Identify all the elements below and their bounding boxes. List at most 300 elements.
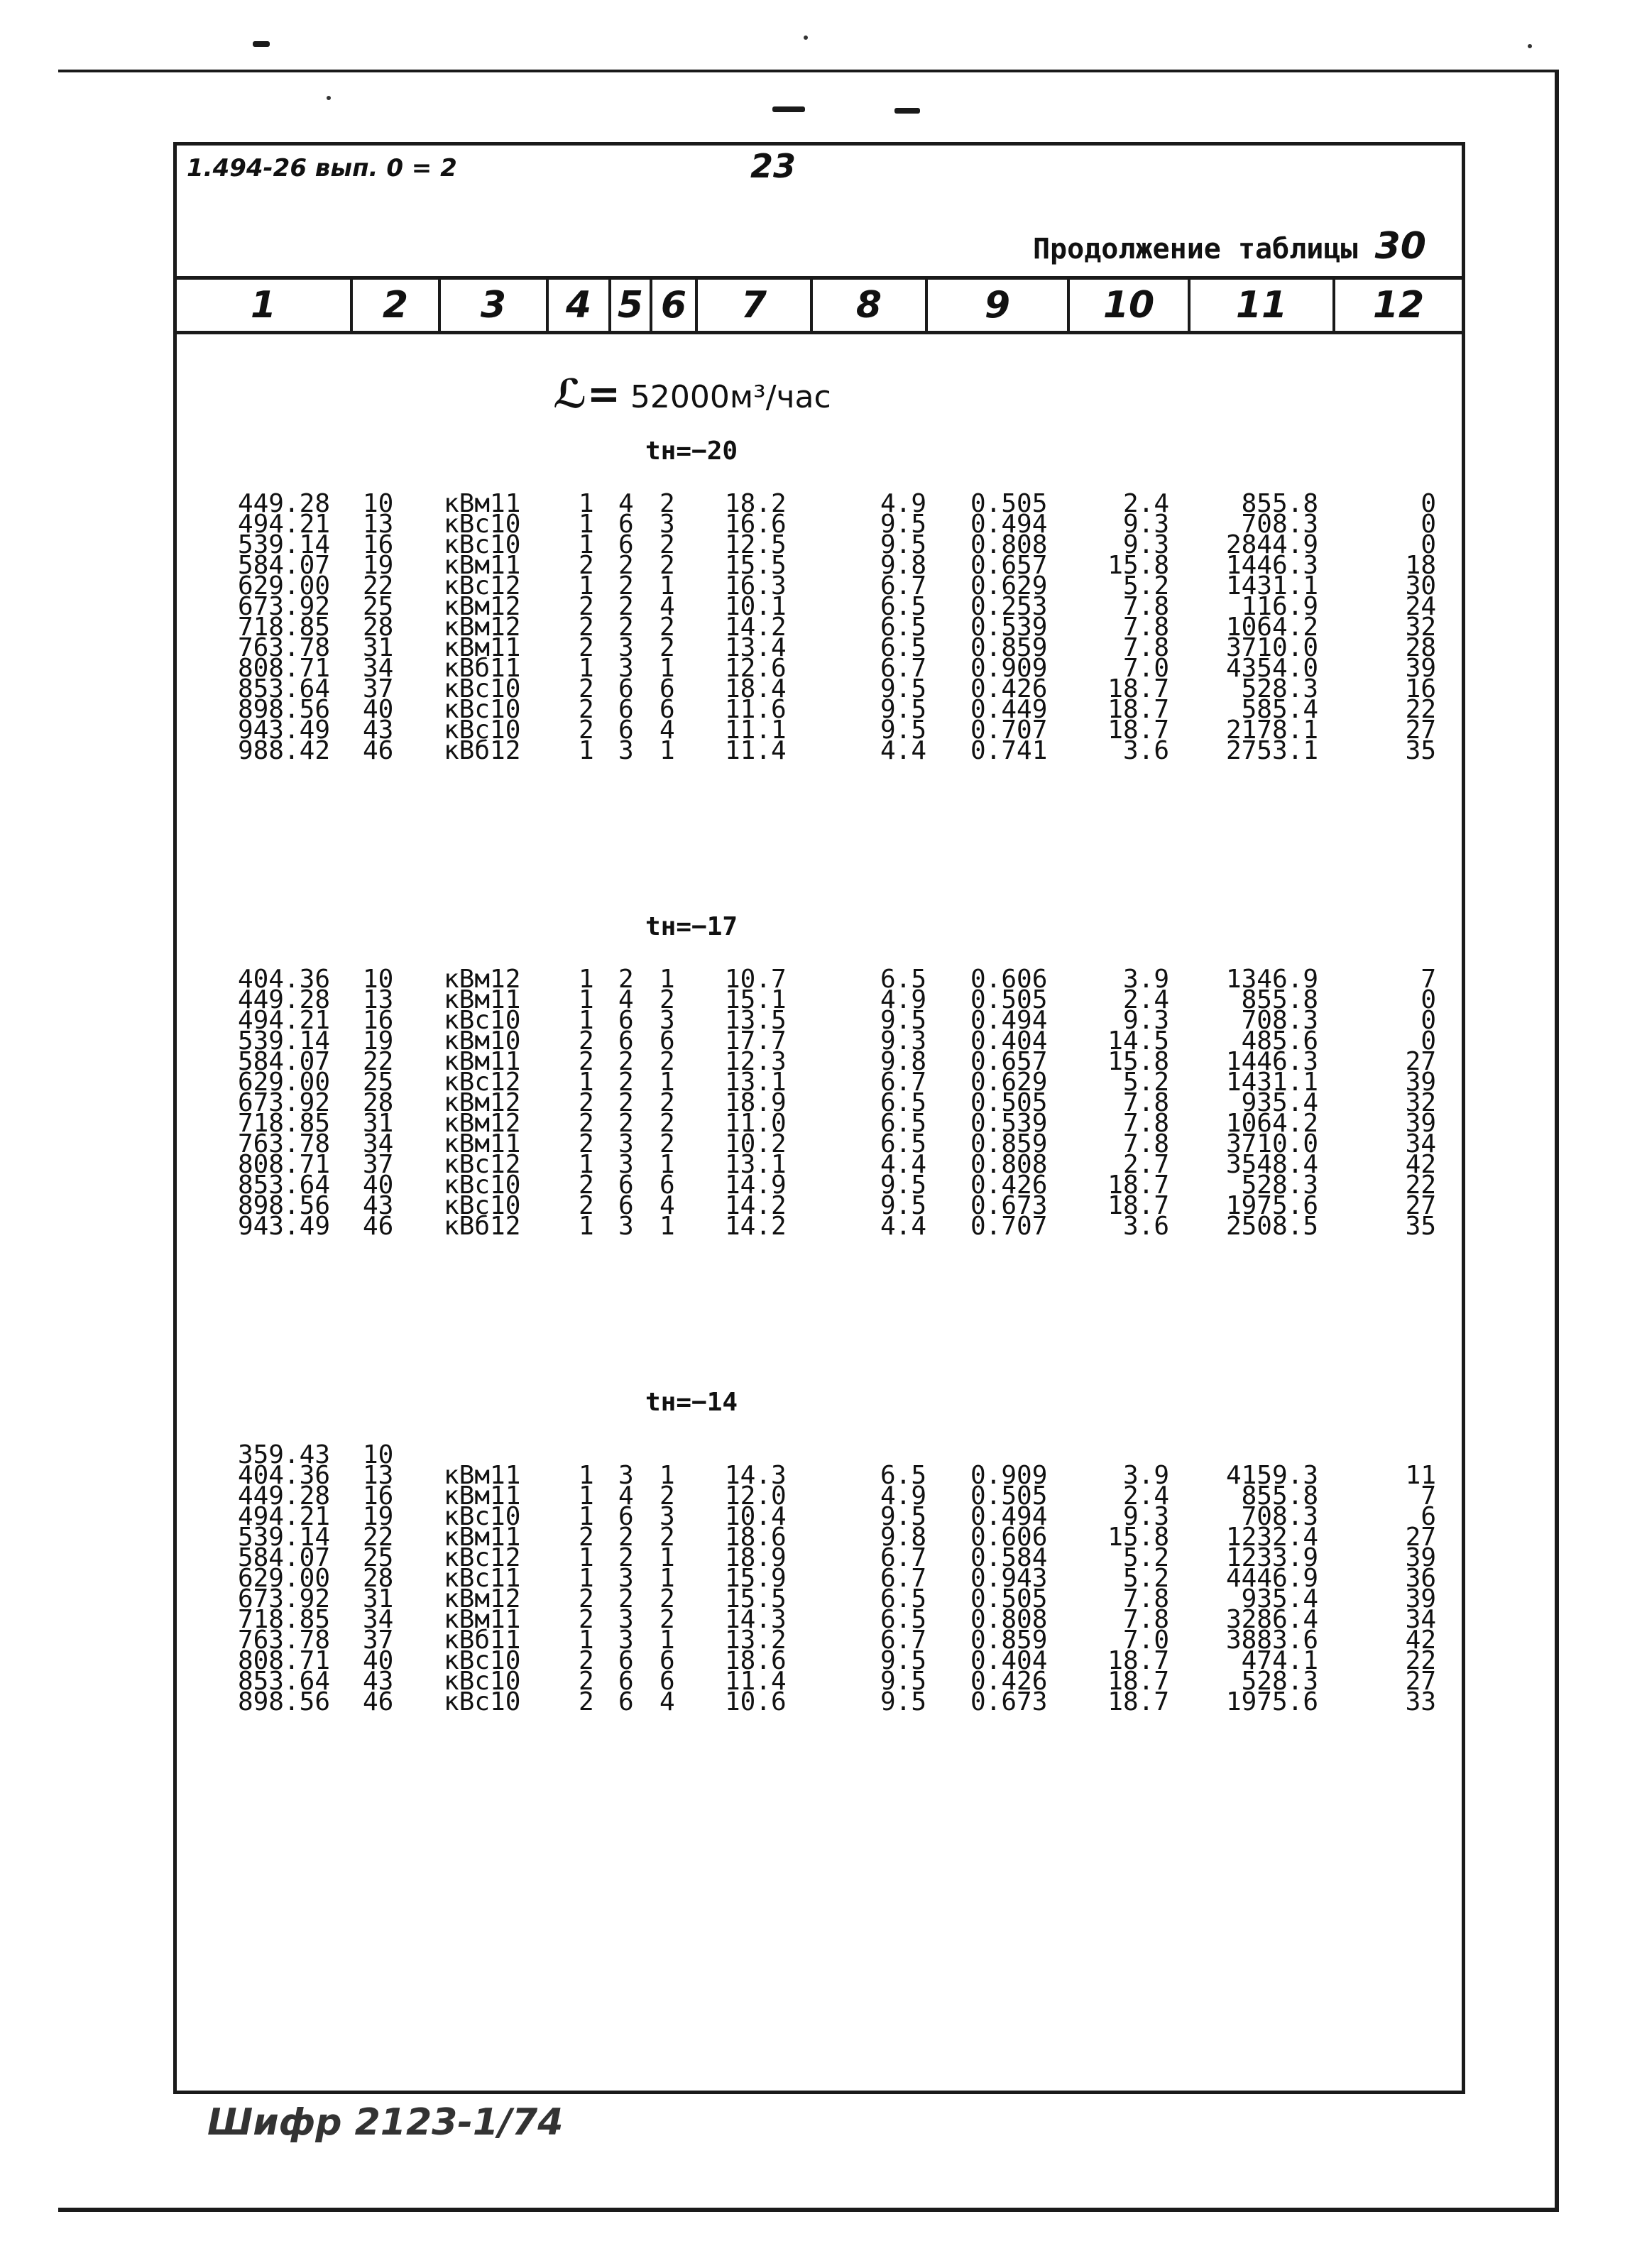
- table-cell: 6: [618, 1667, 634, 1696]
- table-cell: 15.5: [725, 1584, 787, 1614]
- table-cell: 2: [579, 1171, 594, 1200]
- table-cell: 3: [659, 1006, 675, 1035]
- table-cell: 1: [579, 1564, 594, 1593]
- table-cell: 7.8: [1122, 1109, 1169, 1138]
- table-cell: 34: [1405, 1605, 1436, 1634]
- table-cell: 6: [618, 695, 634, 724]
- table-cell: 0.494: [970, 1502, 1048, 1531]
- table-cell: 6: [659, 1171, 675, 1200]
- flow-rate-title: [553, 371, 831, 417]
- table-cell: 0.505: [970, 489, 1048, 518]
- table-cell: 11.1: [725, 716, 787, 745]
- table-cell: 39: [1405, 654, 1436, 683]
- table-cell: 4446.9: [1225, 1564, 1318, 1593]
- table-cell: 718.85: [237, 613, 330, 642]
- table-cell: 629.00: [237, 1068, 330, 1097]
- table-cell: 0.606: [970, 965, 1048, 994]
- table-cell: 2: [618, 1543, 634, 1572]
- table-cell: 6: [618, 674, 634, 703]
- table-cell: 6.7: [880, 1564, 926, 1593]
- table-cell: 1975.6: [1225, 1191, 1318, 1220]
- table-cell: 18.7: [1107, 1667, 1169, 1696]
- table-cell: 18.2: [725, 489, 787, 518]
- table-cell: 2: [659, 1481, 675, 1511]
- table-cell: кВс10: [444, 716, 521, 745]
- table-cell: 4: [618, 1481, 634, 1511]
- table-cell: 27: [1405, 1191, 1436, 1220]
- table-cell: 673.92: [237, 592, 330, 621]
- table-cell: 6: [659, 1026, 675, 1056]
- table-cell: кВм11: [444, 489, 521, 518]
- column-header: 2: [353, 280, 441, 331]
- table-cell: кВм11: [444, 1461, 521, 1490]
- table-cell: 6: [618, 510, 634, 539]
- table-cell: 2: [579, 1109, 594, 1138]
- scan-speck: [804, 35, 808, 40]
- table-cell: 14.2: [725, 1212, 787, 1241]
- table-cell: 11.4: [725, 1667, 787, 1696]
- table-cell: 629.00: [237, 1564, 330, 1593]
- table-cell: 12.0: [725, 1481, 787, 1511]
- table-cell: кВс10: [444, 1646, 521, 1675]
- table-cell: кВм12: [444, 1088, 521, 1117]
- table-cell: 935.4: [1241, 1088, 1318, 1117]
- table-cell: 6.5: [880, 1605, 926, 1634]
- table-cell: 13: [363, 510, 394, 539]
- table-cell: 22: [1405, 1171, 1436, 1200]
- table-cell: кВб11: [444, 1626, 521, 1655]
- table-cell: 5.2: [1122, 1543, 1169, 1572]
- table-cell: 1: [579, 510, 594, 539]
- table-cell: кВм12: [444, 613, 521, 642]
- table-cell: 718.85: [237, 1109, 330, 1138]
- table-cell: 3548.4: [1225, 1150, 1318, 1179]
- table-cell: 0.859: [970, 633, 1048, 662]
- table-cell: 2: [579, 1088, 594, 1117]
- table-cell: 0: [1421, 530, 1436, 559]
- table-cell: 2: [618, 1068, 634, 1097]
- table-cell: 988.42: [237, 736, 330, 765]
- table-cell: 18.9: [725, 1088, 787, 1117]
- table-cell: 2: [659, 1605, 675, 1634]
- table-cell: 7.8: [1122, 613, 1169, 642]
- table-cell: 7.8: [1122, 1088, 1169, 1117]
- table-cell: 33: [1405, 1687, 1436, 1716]
- table-cell: 1: [579, 654, 594, 683]
- table-cell: 9.5: [880, 510, 926, 539]
- table-cell: 0.426: [970, 1171, 1048, 1200]
- table-cell: кВс10: [444, 1191, 521, 1220]
- table-cell: 40: [363, 1646, 394, 1675]
- table-cell: 3.6: [1122, 736, 1169, 765]
- scan-mark: [253, 41, 270, 47]
- table-cell: 7.0: [1122, 654, 1169, 683]
- table-cell: 1: [659, 1068, 675, 1097]
- table-cell: 18.7: [1107, 674, 1169, 703]
- table-cell: 15.5: [725, 551, 787, 580]
- table-cell: 40: [363, 695, 394, 724]
- table-cell: 2: [579, 592, 594, 621]
- table-cell: 17.7: [725, 1026, 787, 1056]
- table-cell: 3: [659, 1502, 675, 1531]
- table-cell: 7.8: [1122, 633, 1169, 662]
- table-cell: 855.8: [1241, 985, 1318, 1014]
- table-cell: 16: [363, 530, 394, 559]
- table-cell: 6: [618, 1687, 634, 1716]
- table-cell: 718.85: [237, 1605, 330, 1634]
- table-cell: 0.943: [970, 1564, 1048, 1593]
- table-cell: 3.6: [1122, 1212, 1169, 1241]
- table-cell: 2: [579, 695, 594, 724]
- table-cell: 449.28: [237, 489, 330, 518]
- table-cell: 404.36: [237, 965, 330, 994]
- table-cell: 1: [659, 1150, 675, 1179]
- table-cell: 31: [363, 1584, 394, 1614]
- table-cell: 14.2: [725, 1191, 787, 1220]
- table-cell: 9.8: [880, 551, 926, 580]
- table-cell: 22: [363, 1047, 394, 1076]
- table-cell: 585.4: [1241, 695, 1318, 724]
- table-cell: 853.64: [237, 1171, 330, 1200]
- flow-rate-value: 52000м³/час: [630, 379, 831, 415]
- table-cell: 0.505: [970, 985, 1048, 1014]
- table-cell: 0: [1421, 510, 1436, 539]
- table-cell: 4.4: [880, 1212, 926, 1241]
- table-cell: 12.6: [725, 654, 787, 683]
- table-row: [177, 1687, 1462, 1716]
- table-cell: кВс10: [444, 510, 521, 539]
- table-cell: кВм12: [444, 965, 521, 994]
- table-cell: 43: [363, 1191, 394, 1220]
- table-cell: 35: [1405, 736, 1436, 765]
- table-cell: 16.3: [725, 571, 787, 601]
- table-cell: 0.808: [970, 1150, 1048, 1179]
- table-cell: 2: [618, 1523, 634, 1552]
- table-cell: 4.4: [880, 1150, 926, 1179]
- table-cell: 9.5: [880, 1006, 926, 1035]
- column-header: 9: [928, 280, 1070, 331]
- table-cell: 539.14: [237, 1523, 330, 1552]
- table-cell: 24: [1405, 592, 1436, 621]
- table-cell: кВс10: [444, 1667, 521, 1696]
- table-cell: 1: [579, 489, 594, 518]
- table-cell: 1431.1: [1225, 571, 1318, 601]
- table-cell: 3: [618, 654, 634, 683]
- table-cell: кВб12: [444, 736, 521, 765]
- column-header: 3: [441, 280, 549, 331]
- table-cell: 855.8: [1241, 489, 1318, 518]
- table-cell: 27: [1405, 1047, 1436, 1076]
- table-cell: 2: [659, 1088, 675, 1117]
- table-cell: 943.49: [237, 1212, 330, 1241]
- table-cell: 25: [363, 1543, 394, 1572]
- table-cell: 1446.3: [1225, 1047, 1318, 1076]
- table-cell: 584.07: [237, 1543, 330, 1572]
- table-cell: 539.14: [237, 530, 330, 559]
- table-cell: 10: [363, 965, 394, 994]
- table-cell: 0.909: [970, 1461, 1048, 1490]
- table-cell: 2: [618, 571, 634, 601]
- table-cell: 0.253: [970, 592, 1048, 621]
- table-cell: 9.3: [1122, 1006, 1169, 1035]
- table-cell: кВс12: [444, 1543, 521, 1572]
- table-cell: 2: [618, 965, 634, 994]
- table-cell: 27: [1405, 716, 1436, 745]
- table-cell: 4: [618, 985, 634, 1014]
- table-cell: 1: [579, 1481, 594, 1511]
- table-cell: 2753.1: [1225, 736, 1318, 765]
- table-cell: 15.8: [1107, 1523, 1169, 1552]
- table-cell: 9.8: [880, 1047, 926, 1076]
- table-cell: 14.9: [725, 1171, 787, 1200]
- table-cell: 1: [579, 1006, 594, 1035]
- table-cell: 9.3: [1122, 510, 1169, 539]
- table-cell: 528.3: [1241, 1667, 1318, 1696]
- table-cell: 9.8: [880, 1523, 926, 1552]
- table-cell: 9.5: [880, 1687, 926, 1716]
- table-cell: 6: [618, 1171, 634, 1200]
- table-cell: 1: [579, 1502, 594, 1531]
- table-cell: кВс10: [444, 695, 521, 724]
- table-cell: 0.673: [970, 1687, 1048, 1716]
- table-cell: 7.8: [1122, 1129, 1169, 1158]
- table-cell: 359.43: [237, 1440, 330, 1469]
- table-cell: 2: [579, 1523, 594, 1552]
- table-cell: 22: [363, 1523, 394, 1552]
- table-cell: 36: [1405, 1564, 1436, 1593]
- flow-symbol: ℒ=: [553, 371, 620, 417]
- table-cell: 1: [579, 530, 594, 559]
- table-cell: 39: [1405, 1543, 1436, 1572]
- table-cell: 2: [659, 1584, 675, 1614]
- table-cell: 6: [618, 1646, 634, 1675]
- footer-stamp: Шифр 2123-1/74: [207, 2101, 564, 2144]
- table-cell: 19: [363, 551, 394, 580]
- table-cell: 34: [363, 654, 394, 683]
- table-cell: 43: [363, 1667, 394, 1696]
- table-cell: 1: [579, 1543, 594, 1572]
- table-cell: 9.5: [880, 695, 926, 724]
- table-cell: 28: [363, 613, 394, 642]
- table-cell: 11.6: [725, 695, 787, 724]
- column-header: 8: [813, 280, 928, 331]
- table-cell: 46: [363, 736, 394, 765]
- table-cell: 449.28: [237, 985, 330, 1014]
- table-cell: 1: [579, 985, 594, 1014]
- table-cell: 0: [1421, 1006, 1436, 1035]
- table-cell: 13.5: [725, 1006, 787, 1035]
- table-cell: кВм12: [444, 1584, 521, 1614]
- table-cell: 4: [659, 716, 675, 745]
- table-cell: кВм11: [444, 1523, 521, 1552]
- table-cell: 6.5: [880, 965, 926, 994]
- table-cell: 763.78: [237, 1626, 330, 1655]
- table-cell: кВм12: [444, 592, 521, 621]
- column-header: 6: [652, 280, 698, 331]
- table-cell: кВс12: [444, 1068, 521, 1097]
- table-cell: 1232.4: [1225, 1523, 1318, 1552]
- table-cell: 2: [579, 716, 594, 745]
- table-cell: 10.6: [725, 1687, 787, 1716]
- table-cell: 2: [659, 613, 675, 642]
- table-cell: 19: [363, 1026, 394, 1056]
- table-cell: 12.3: [725, 1047, 787, 1076]
- table-cell: 35: [1405, 1212, 1436, 1241]
- table-cell: 0.539: [970, 613, 1048, 642]
- table-cell: кВс10: [444, 1006, 521, 1035]
- table-cell: 0.494: [970, 510, 1048, 539]
- table-cell: 3: [659, 510, 675, 539]
- table-cell: 6.5: [880, 1584, 926, 1614]
- table-cell: 6: [618, 1191, 634, 1220]
- table-cell: 3883.6: [1225, 1626, 1318, 1655]
- table-cell: 6: [618, 1026, 634, 1056]
- table-cell: 898.56: [237, 1687, 330, 1716]
- table-cell: 898.56: [237, 695, 330, 724]
- table-cell: 3: [618, 736, 634, 765]
- column-header: 5: [611, 280, 652, 331]
- table-cell: 0.404: [970, 1026, 1048, 1056]
- table-cell: 0.808: [970, 1605, 1048, 1634]
- table-cell: 37: [363, 674, 394, 703]
- table-cell: 528.3: [1241, 1171, 1318, 1200]
- table-cell: кВс10: [444, 530, 521, 559]
- table-cell: 2: [579, 1191, 594, 1220]
- table-cell: 4: [618, 489, 634, 518]
- table-cell: 0.673: [970, 1191, 1048, 1220]
- table-cell: 1: [659, 1212, 675, 1241]
- table-cell: 1: [579, 1461, 594, 1490]
- column-header: 12: [1372, 284, 1425, 327]
- table-cell: 6: [618, 716, 634, 745]
- table-cell: 4: [659, 1191, 675, 1220]
- table-cell: 708.3: [1241, 1502, 1318, 1531]
- document-reference: 1.494-26 вып. 0 = 2: [187, 154, 457, 182]
- table-cell: 1: [579, 1150, 594, 1179]
- table-cell: кВм11: [444, 1481, 521, 1511]
- table-cell: 539.14: [237, 1026, 330, 1056]
- table-cell: 30: [1405, 571, 1436, 601]
- table-cell: 2: [659, 1047, 675, 1076]
- table-cell: 1: [659, 571, 675, 601]
- table-cell: кВм11: [444, 985, 521, 1014]
- table-cell: 629.00: [237, 571, 330, 601]
- table-cell: 2: [579, 1646, 594, 1675]
- table-cell: 7: [1421, 965, 1436, 994]
- table-cell: кВм11: [444, 1129, 521, 1158]
- table-cell: 22: [1405, 695, 1436, 724]
- table-cell: 2.4: [1122, 1481, 1169, 1511]
- table-cell: 0.859: [970, 1129, 1048, 1158]
- table-cell: 31: [363, 1109, 394, 1138]
- table-cell: 2: [579, 1026, 594, 1056]
- table-cell: 7.8: [1122, 1605, 1169, 1634]
- table-cell: 25: [363, 1068, 394, 1097]
- table-cell: 2: [618, 1088, 634, 1117]
- table-cell: 7.8: [1122, 1584, 1169, 1614]
- table-cell: 2: [659, 1129, 675, 1158]
- table-cell: 42: [1405, 1150, 1436, 1179]
- table-cell: 37: [363, 1150, 394, 1179]
- table-cell: 2: [659, 1109, 675, 1138]
- table-cell: 16: [1405, 674, 1436, 703]
- table-cell: 39: [1405, 1109, 1436, 1138]
- table-cell: кВб12: [444, 1212, 521, 1241]
- table-cell: 6.5: [880, 1461, 926, 1490]
- table-cell: 808.71: [237, 654, 330, 683]
- table-cell: 6.5: [880, 613, 926, 642]
- table-cell: 4.4: [880, 736, 926, 765]
- table-cell: 0: [1421, 985, 1436, 1014]
- table-cell: кВм10: [444, 1026, 521, 1056]
- continuation-table-number: 30: [1374, 225, 1426, 268]
- table-cell: 2: [579, 674, 594, 703]
- table-cell: 2178.1: [1225, 716, 1318, 745]
- table-cell: 584.07: [237, 1047, 330, 1076]
- table-cell: 2: [618, 1047, 634, 1076]
- table-cell: 4.9: [880, 489, 926, 518]
- continuation-text: Продолжение таблицы: [1032, 233, 1358, 265]
- table-cell: кВс10: [444, 674, 521, 703]
- table-cell: 3710.0: [1225, 633, 1318, 662]
- table-cell: 18.6: [725, 1523, 787, 1552]
- table-cell: 1064.2: [1225, 1109, 1318, 1138]
- table-cell: 0.606: [970, 1523, 1048, 1552]
- table-cell: 494.21: [237, 510, 330, 539]
- table-cell: 6.5: [880, 1129, 926, 1158]
- table-cell: 2: [579, 1605, 594, 1634]
- table-cell: кВм11: [444, 1605, 521, 1634]
- table-cell: 474.1: [1241, 1646, 1318, 1675]
- table-cell: 4354.0: [1225, 654, 1318, 683]
- table-cell: 6.5: [880, 1109, 926, 1138]
- table-cell: 528.3: [1241, 674, 1318, 703]
- table-cell: 22: [363, 571, 394, 601]
- table-cell: 763.78: [237, 1129, 330, 1158]
- table-cell: 15.9: [725, 1564, 787, 1593]
- table-cell: 1: [579, 736, 594, 765]
- table-cell: 15.8: [1107, 1047, 1169, 1076]
- table-cell: 37: [363, 1626, 394, 1655]
- table-cell: 7: [1421, 1481, 1436, 1511]
- table-cell: 2: [618, 592, 634, 621]
- table-cell: 13.4: [725, 633, 787, 662]
- table-cell: 0.505: [970, 1088, 1048, 1117]
- table-cell: 18.7: [1107, 1687, 1169, 1716]
- table-cell: 4: [659, 592, 675, 621]
- table-cell: 853.64: [237, 1667, 330, 1696]
- table-cell: 19: [363, 1502, 394, 1531]
- table-cell: 1: [579, 1068, 594, 1097]
- table-cell: 34: [363, 1129, 394, 1158]
- table-cell: 0.505: [970, 1584, 1048, 1614]
- table-cell: 708.3: [1241, 510, 1318, 539]
- page-number: 23: [750, 147, 797, 185]
- table-cell: 584.07: [237, 551, 330, 580]
- table-cell: 11: [1405, 1461, 1436, 1490]
- table-cell: 9.5: [880, 530, 926, 559]
- table-cell: 31: [363, 633, 394, 662]
- table-cell: 12.5: [725, 530, 787, 559]
- table-cell: 18.7: [1107, 716, 1169, 745]
- table-cell: 27: [1405, 1667, 1436, 1696]
- column-header: 7: [698, 280, 813, 331]
- table-cell: 2: [579, 551, 594, 580]
- table-cell: 15.8: [1107, 551, 1169, 580]
- table-cell: 4.9: [880, 985, 926, 1014]
- table-cell: кВс10: [444, 1687, 521, 1716]
- table-cell: 14.3: [725, 1605, 787, 1634]
